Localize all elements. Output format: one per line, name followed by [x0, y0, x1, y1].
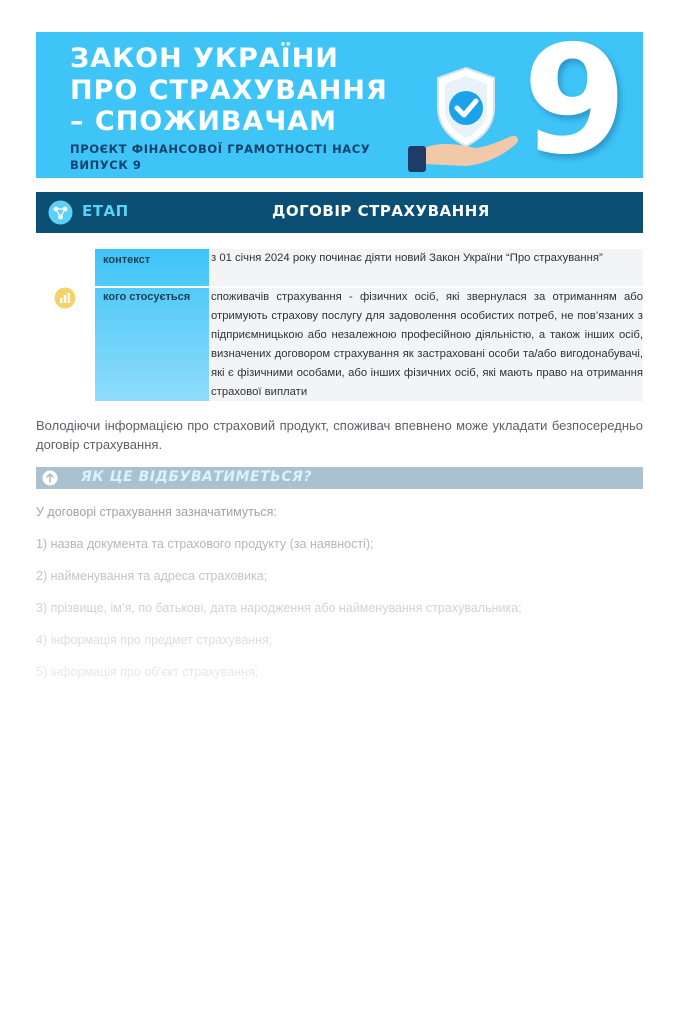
info-table	[95, 249, 643, 401]
list-heading: У договорі страхування зазначатимуться:	[36, 505, 277, 519]
list-item: 5) інформація про об’єкт страхування;	[36, 665, 259, 679]
list-item: 3) прізвище, ім’я, по батькові, дата народження або найменування страхувальника;	[36, 601, 522, 615]
stage-icon	[48, 200, 73, 225]
banner-issue-label: ВИПУСК 9	[70, 158, 142, 172]
banner-title-line3: – СПОЖИВАЧАМ	[70, 106, 337, 137]
how-section-bar	[36, 467, 643, 489]
list-item: 1) назва документа та страхового продукту (за наявності);	[36, 537, 374, 551]
list-item: 4) інформація про предмет страхування;	[36, 633, 273, 647]
stage-label: ЕТАП	[82, 202, 129, 220]
banner-title-line2: ПРО СТРАХУВАННЯ	[70, 75, 388, 106]
row-label-audience: кого стосується	[103, 291, 191, 303]
row-label-context: контекст	[103, 254, 151, 266]
row-divider	[95, 286, 209, 288]
shield-hand-icon	[406, 60, 526, 175]
how-section-title: ЯК ЦЕ ВІДБУВАТИМЕТЬСЯ?	[81, 469, 313, 485]
info-icon	[42, 470, 58, 486]
banner-title-line1: ЗАКОН УКРАЇНИ	[70, 43, 339, 74]
intro-paragraph: Володіючи інформацією про страховий продукт, споживач впевнено може укладати безпосередньо договір страхування.	[36, 418, 643, 452]
header-banner	[36, 32, 643, 178]
stage-bar	[36, 192, 643, 233]
row-text-audience: споживачів страхування - фізичних осіб, які звернулася за отриманням або отримують страхову послугу для задоволення особистих потреб, не пов’язаних з підприємницькою або незалежною професійною діяльністю, а також інших осіб, визначених договором страхування як застраховані особи та/або вигодонабувачі, які є фізичними особами, або інших фізичних осіб, які мають право на отримання страхової виплати	[211, 291, 643, 398]
coin-chart-icon	[54, 287, 76, 309]
issue-number: 9	[522, 32, 627, 178]
info-table-label-column	[95, 249, 209, 401]
banner-project-label: ПРОЄКТ ФІНАНСОВОЇ ГРАМОТНОСТІ НАСУ	[70, 142, 371, 156]
row-audience	[209, 288, 643, 401]
stage-name: ДОГОВІР СТРАХУВАННЯ	[272, 202, 490, 220]
row-text-context: з 01 січня 2024 року починає діяти новий Закон України “Про страхування”	[211, 252, 603, 264]
list-item: 2) найменування та адреса страховика;	[36, 569, 268, 583]
row-context	[209, 249, 643, 286]
